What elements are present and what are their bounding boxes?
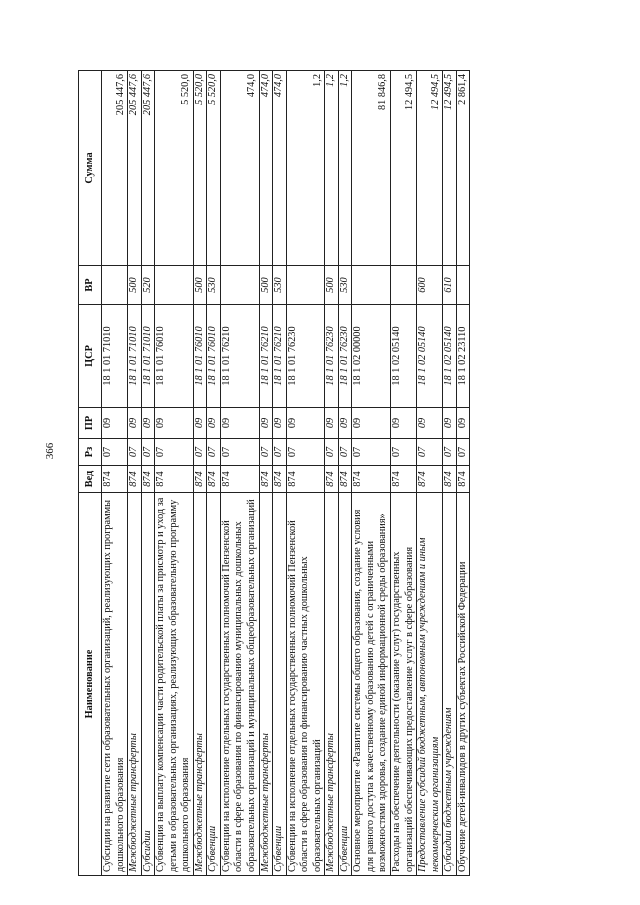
row-csr: 18 1 01 76010 — [155, 305, 194, 408]
row-csr: 18 1 02 00000 — [352, 305, 391, 408]
row-vr — [286, 266, 325, 305]
row-rz: 07 — [259, 439, 273, 466]
row-name: Субвенции на исполнение отдельных государственных полномочий Пензенской области в сфере образования по финансированию муниципальных дошкольных образовательных организаций и муниципальных общеобразовательных организаций — [220, 493, 259, 876]
table-row — [193, 71, 207, 876]
row-vr: 530 — [338, 266, 352, 305]
row-sum: 205 447,6 — [141, 71, 155, 266]
row-name: Межбюджетные трансферты — [193, 493, 207, 876]
row-name: Межбюджетные трансферты — [259, 493, 273, 876]
row-vr: 500 — [259, 266, 273, 305]
row-vr: 520 — [141, 266, 155, 305]
row-pr: 09 — [273, 408, 287, 439]
header-name: Наименование — [79, 493, 102, 876]
row-vr — [391, 266, 417, 305]
row-rz: 07 — [102, 439, 128, 466]
row-pr: 09 — [207, 408, 221, 439]
table-row — [220, 71, 259, 876]
row-ved: 874 — [193, 466, 207, 493]
row-ved: 874 — [417, 466, 443, 493]
row-ved: 874 — [338, 466, 352, 493]
table-row — [417, 71, 443, 876]
row-rz: 07 — [456, 439, 470, 466]
row-sum: 5 520,0 — [155, 71, 194, 266]
table-header-row — [79, 71, 102, 876]
row-name: Расходы на обеспечение деятельности (оказание услуг) государственных организаций обеспечивающих предоставление услуг в сфере образования — [391, 493, 417, 876]
row-pr: 09 — [259, 408, 273, 439]
header-sum: Сумма — [79, 71, 102, 266]
row-rz: 07 — [141, 439, 155, 466]
row-rz: 07 — [352, 439, 391, 466]
row-sum: 5 520,0 — [193, 71, 207, 266]
row-vr — [155, 266, 194, 305]
row-pr: 09 — [102, 408, 128, 439]
row-name: Субвенции — [207, 493, 221, 876]
row-ved: 874 — [155, 466, 194, 493]
row-csr: 18 1 01 71010 — [128, 305, 142, 408]
row-ved: 874 — [352, 466, 391, 493]
row-vr: 500 — [325, 266, 339, 305]
table-row — [102, 71, 128, 876]
row-pr: 09 — [286, 408, 325, 439]
row-ved: 874 — [391, 466, 417, 493]
row-vr: 500 — [128, 266, 142, 305]
row-csr: 18 1 02 05140 — [391, 305, 417, 408]
row-csr: 18 1 02 23110 — [456, 305, 470, 408]
page-number: 366 — [44, 442, 56, 460]
row-sum: 12 494,5 — [391, 71, 417, 266]
row-pr: 09 — [456, 408, 470, 439]
row-rz: 07 — [193, 439, 207, 466]
table-row — [391, 71, 417, 876]
row-vr: 500 — [193, 266, 207, 305]
row-ved: 874 — [286, 466, 325, 493]
row-sum: 2 861,4 — [456, 71, 470, 266]
row-vr — [220, 266, 259, 305]
row-ved: 874 — [443, 466, 457, 493]
row-name: Субвенции — [273, 493, 287, 876]
row-rz: 07 — [128, 439, 142, 466]
row-sum: 81 846,8 — [352, 71, 391, 266]
row-vr: 610 — [443, 266, 457, 305]
row-csr: 18 1 01 71010 — [141, 305, 155, 408]
row-sum: 205 447,6 — [102, 71, 128, 266]
row-csr: 18 1 01 76230 — [286, 305, 325, 408]
row-name: Субсидии на развитие сети образовательных организаций, реализующих программы дошкольного образования — [102, 493, 128, 876]
rotated-page-content — [78, 71, 578, 876]
table-row — [325, 71, 339, 876]
row-pr: 09 — [325, 408, 339, 439]
row-rz: 07 — [207, 439, 221, 466]
row-name: Субсидии бюджетным учреждениям — [443, 493, 457, 876]
table-row — [338, 71, 352, 876]
row-pr: 09 — [338, 408, 352, 439]
header-vr: ВР — [79, 266, 102, 305]
row-csr: 18 1 01 76230 — [325, 305, 339, 408]
row-vr — [102, 266, 128, 305]
row-name: Субвенции — [338, 493, 352, 876]
row-rz: 07 — [220, 439, 259, 466]
row-vr — [352, 266, 391, 305]
row-name: Основное мероприятие «Развитие системы общего образования, создание условия для равного доступа к качественному образованию детей с ограниченными возможностями здоровья, создание единой информационной среды образования» — [352, 493, 391, 876]
row-rz: 07 — [443, 439, 457, 466]
row-ved: 874 — [325, 466, 339, 493]
row-pr: 09 — [193, 408, 207, 439]
row-ved: 874 — [128, 466, 142, 493]
row-pr: 09 — [155, 408, 194, 439]
row-vr: 530 — [273, 266, 287, 305]
row-ved: 874 — [141, 466, 155, 493]
row-vr: 600 — [417, 266, 443, 305]
row-csr: 18 1 02 05140 — [417, 305, 443, 408]
table-row — [352, 71, 391, 876]
row-vr — [456, 266, 470, 305]
row-pr: 09 — [352, 408, 391, 439]
row-name: Субвенции на исполнение отдельных государственных полномочий Пензенской области в сфере образования по финансированию частных дошкольных образовательных организаций — [286, 493, 325, 876]
row-ved: 874 — [259, 466, 273, 493]
row-pr: 09 — [391, 408, 417, 439]
table-row — [286, 71, 325, 876]
row-sum: 474,0 — [220, 71, 259, 266]
row-csr: 18 1 01 76210 — [273, 305, 287, 408]
row-name: Межбюджетные трансферты — [325, 493, 339, 876]
table-row — [141, 71, 155, 876]
row-ved: 874 — [102, 466, 128, 493]
row-name: Предоставление субсидий бюджетным, автономным учреждениям и иным некоммерческим организациям — [417, 493, 443, 876]
table-row — [128, 71, 142, 876]
row-rz: 07 — [273, 439, 287, 466]
row-rz: 07 — [417, 439, 443, 466]
table-row — [273, 71, 287, 876]
header-ved: Вед — [79, 466, 102, 493]
row-sum: 474,0 — [259, 71, 273, 266]
table-row — [155, 71, 194, 876]
row-ved: 874 — [273, 466, 287, 493]
row-csr: 18 1 01 76210 — [259, 305, 273, 408]
row-pr: 09 — [128, 408, 142, 439]
row-sum: 1,2 — [338, 71, 352, 266]
row-vr: 530 — [207, 266, 221, 305]
row-rz: 07 — [155, 439, 194, 466]
row-pr: 09 — [443, 408, 457, 439]
row-csr: 18 1 02 05140 — [443, 305, 457, 408]
table-row — [443, 71, 457, 876]
table-row — [259, 71, 273, 876]
row-sum: 5 520,0 — [207, 71, 221, 266]
row-csr: 18 1 01 76010 — [193, 305, 207, 408]
table-row — [207, 71, 221, 876]
row-rz: 07 — [325, 439, 339, 466]
row-name: Субсидии — [141, 493, 155, 876]
header-csr: ЦСР — [79, 305, 102, 408]
row-csr: 18 1 01 76010 — [207, 305, 221, 408]
row-sum: 1,2 — [286, 71, 325, 266]
row-sum: 205 447,6 — [128, 71, 142, 266]
row-sum: 474,0 — [273, 71, 287, 266]
row-pr: 09 — [220, 408, 259, 439]
row-rz: 07 — [391, 439, 417, 466]
header-pr: ПР — [79, 408, 102, 439]
row-csr: 18 1 01 71010 — [102, 305, 128, 408]
row-pr: 09 — [417, 408, 443, 439]
row-sum: 12 494,5 — [417, 71, 443, 266]
row-ved: 874 — [207, 466, 221, 493]
row-sum: 12 494,5 — [443, 71, 457, 266]
row-ved: 874 — [220, 466, 259, 493]
row-csr: 18 1 01 76230 — [338, 305, 352, 408]
row-ved: 874 — [456, 466, 470, 493]
row-sum: 1,2 — [325, 71, 339, 266]
header-rz: Рз — [79, 439, 102, 466]
row-pr: 09 — [141, 408, 155, 439]
row-name: Субвенция на выплату компенсации части родительской платы за присмотр и уход за детьми в образовательных организациях, реализующих образовательную программу дошкольного образования — [155, 493, 194, 876]
row-rz: 07 — [286, 439, 325, 466]
budget-table — [78, 70, 470, 876]
row-csr: 18 1 01 76210 — [220, 305, 259, 408]
row-name: Межбюджетные трансферты — [128, 493, 142, 876]
row-rz: 07 — [338, 439, 352, 466]
table-row — [456, 71, 470, 876]
row-name: Обучение детей-инвалидов в других субъектах Российской Федерации — [456, 493, 470, 876]
